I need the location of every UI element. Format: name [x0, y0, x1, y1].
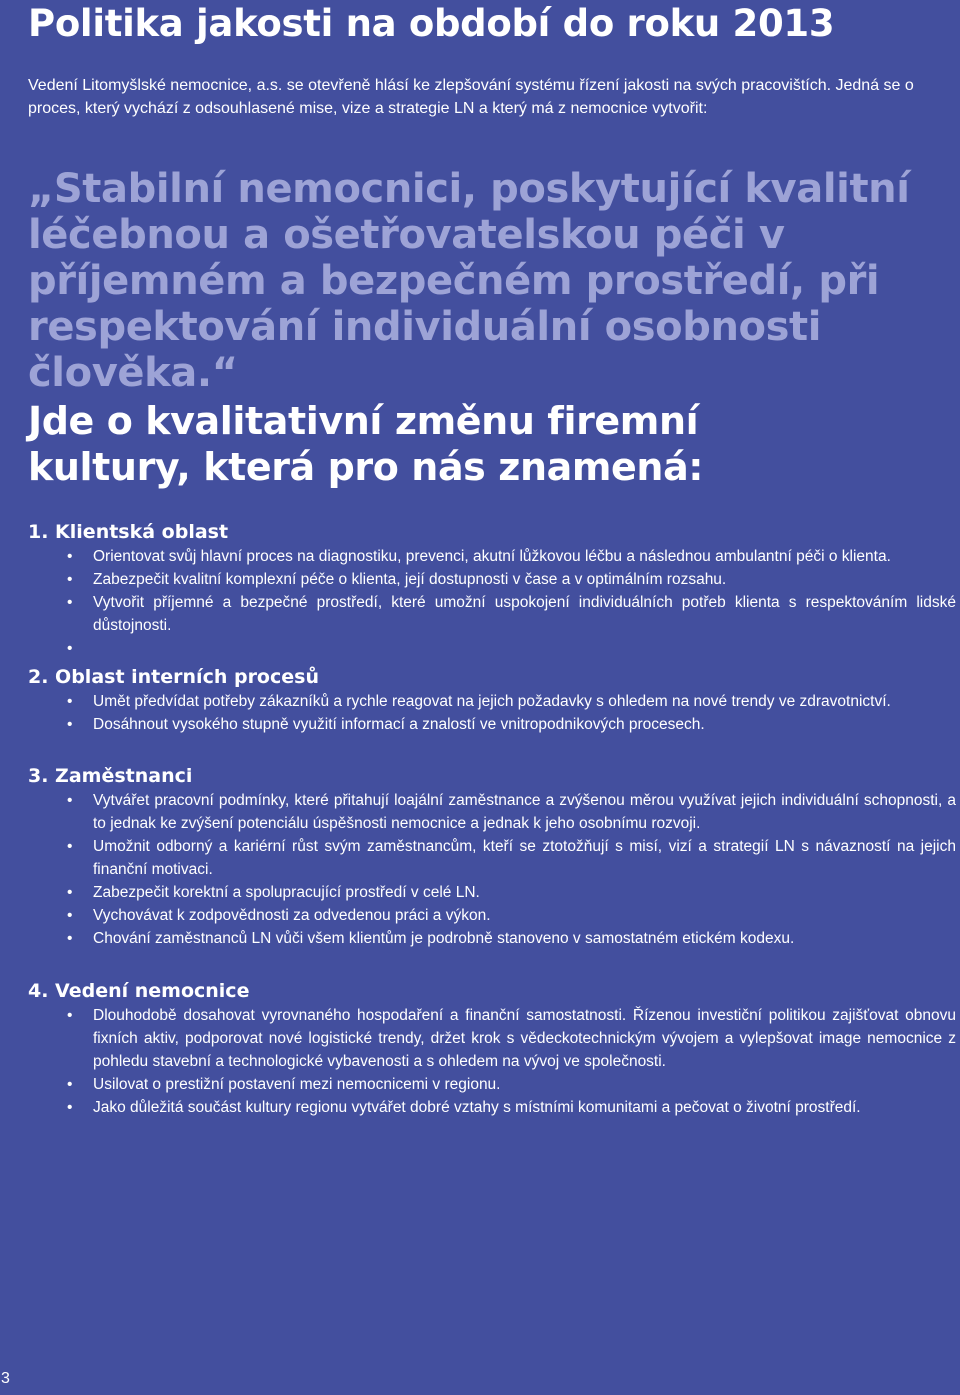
list-item [28, 904, 956, 927]
list-item [28, 690, 956, 713]
list-item-text: Chování zaměstnanců LN vůči všem klientům je podrobně stanoveno v samostatném etickém kodexu. [93, 930, 795, 947]
list-item [28, 637, 956, 660]
list-item-text: Zabezpečit korektní a spolupracující prostředí v celé LN. [93, 884, 480, 901]
list-item-text: Umět předvídat potřeby zákazníků a rychle reagovat na jejich požadavky s ohledem na nové trendy ve zdravotnictví. [93, 693, 891, 710]
list-item-text: Vychovávat k zodpovědnosti za odvedenou práci a výkon. [93, 907, 491, 924]
section-title: 2. Oblast interních procesů [28, 666, 319, 688]
list-item [28, 713, 956, 736]
bullet-icon: • [67, 838, 73, 855]
list-item-text: Usilovat o prestižní postavení mezi nemocnicemi v regionu. [93, 1076, 501, 1093]
list-item-text: Vytvářet pracovní podmínky, které přitahují loajální zaměstnance a zvýšenou měrou využívat jejich individuální schopnosti, a to jednak ke zvýšení potenciálu úspěšnosti nemocnice a jednak k jeho osobnímu rozvoji. [93, 792, 956, 832]
list-item-text: Orientovat svůj hlavní proces na diagnostiku, prevenci, akutní lůžkovou léčbu a následnou ambulantní péči o klienta. [93, 548, 891, 565]
bullet-icon: • [67, 548, 73, 565]
list-item [28, 789, 956, 835]
bullet-icon: • [67, 1076, 73, 1093]
intro-paragraph: Vedení Litomyšlské nemocnice, a.s. se otevřeně hlásí ke zlepšování systému řízení jakosti na svých pracovištích. Jedná se o proces, který vychází z odsouhlasené mise, vize a strategie LN a který má z nemocnice vytvořit: [28, 77, 914, 117]
bullet-icon: • [67, 716, 73, 733]
list-item-text: Dosáhnout vysokého stupně využití informací a znalostí ve vnitropodnikových procesech. [93, 716, 705, 733]
bullet-list [28, 545, 956, 660]
section-title: 1. Klientská oblast [28, 521, 229, 543]
bullet-list [28, 1004, 956, 1119]
list-item-text: Jako důležitá součást kultury regionu vytvářet dobré vztahy s místními komunitami a pečovat o životní prostředí. [93, 1099, 861, 1116]
list-item [28, 545, 956, 568]
list-item [28, 568, 956, 591]
list-item-text: Umožnit odborný a kariérní růst svým zaměstnancům, kteří se ztotožňují s misí, vizí a strategií LN s návazností na jejich finanční motivaci. [93, 838, 956, 878]
list-item-text: Zabezpečit kvalitní komplexní péče o klienta, její dostupnosti v čase a v optimálním rozsahu. [93, 571, 727, 588]
list-item-text: Dlouhodobě dosahovat vyrovnaného hospodaření a finanční samostatnosti. Řízenou investiční politikou zajišťovat obnovu fixních aktiv, podporovat nové logistické trendy, držet krok s vědeckotechnickým vývojem a vylepšovat image nemocnice z pohledu stavební a technologické vybavenosti a s ohledem na vývoj ve společnosti. [93, 1007, 956, 1070]
bullet-list [28, 690, 956, 736]
list-item-text: Vytvořit příjemné a bezpečné prostředí, které umožní uspokojení individuálních potřeb klienta s respektováním lidské důstojnosti. [93, 594, 956, 634]
list-item [28, 591, 956, 637]
section-employees [28, 763, 956, 950]
list-item [28, 1073, 956, 1096]
bullet-icon: • [67, 1099, 73, 1116]
bullet-icon: • [67, 693, 73, 710]
bullet-icon: • [67, 930, 73, 947]
list-item [28, 1096, 956, 1119]
bullet-icon: • [67, 640, 73, 657]
section-title: 4. Vedení nemocnice [28, 980, 250, 1002]
list-item [28, 1004, 956, 1073]
culture-heading [28, 398, 848, 490]
section-hospital-management [28, 978, 956, 1119]
list-item [28, 835, 956, 881]
section-title: 3. Zaměstnanci [28, 765, 193, 787]
bullet-icon: • [67, 594, 73, 611]
bullet-icon: • [67, 1007, 73, 1024]
section-client-area [28, 519, 956, 660]
list-item [28, 927, 956, 950]
bullet-icon: • [67, 571, 73, 588]
section-internal-processes [28, 664, 956, 736]
culture-heading-text: Jde o kvalitativní změnu firemní kultury, která pro nás znamená: [28, 399, 704, 489]
bullet-icon: • [67, 907, 73, 924]
page-number: 3 [1, 1370, 10, 1387]
list-item [28, 881, 956, 904]
bullet-list [28, 789, 956, 950]
page-title: Politika jakosti na období do roku 2013 [28, 2, 835, 45]
bullet-icon: • [67, 792, 73, 809]
mission-quote: „Stabilní nemocnici, poskytující kvalitní léčebnou a ošetřovatelskou péči v příjemném a bezpečném prostředí, při respektování individuální osobnosti člověka.“ [28, 166, 910, 396]
bullet-icon: • [67, 884, 73, 901]
